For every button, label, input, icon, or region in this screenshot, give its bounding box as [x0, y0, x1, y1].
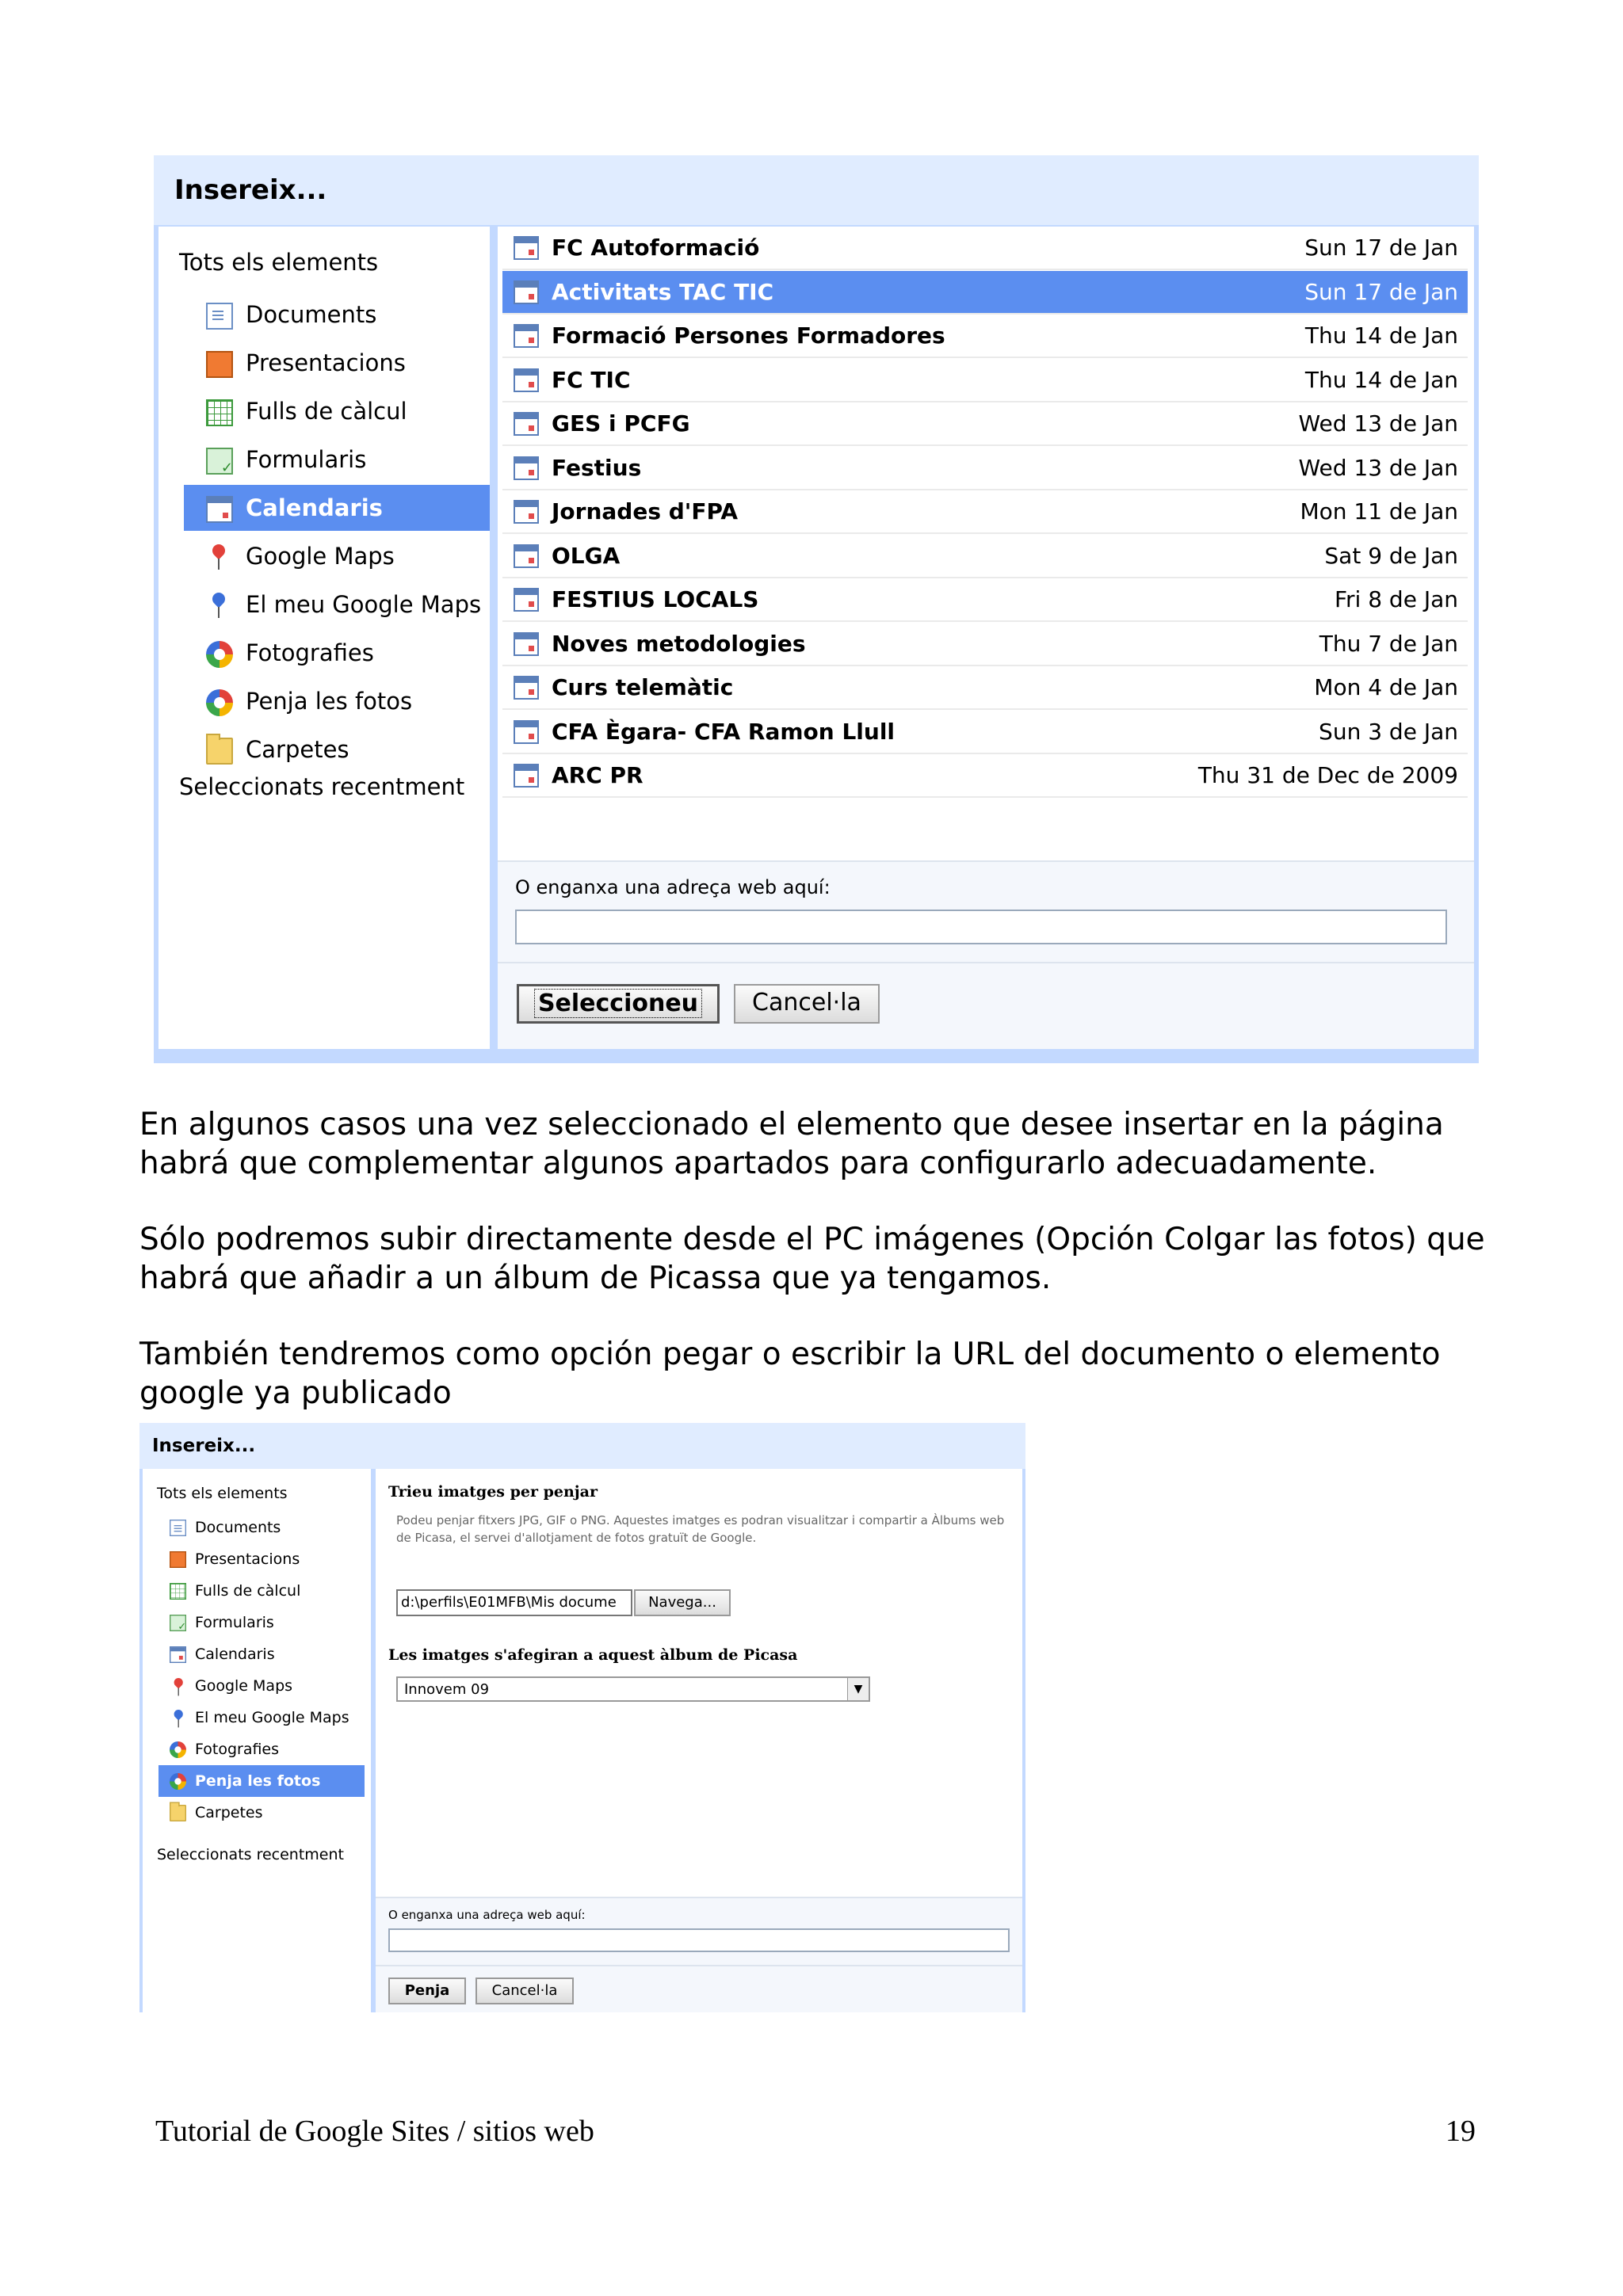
url-section: [376, 1897, 1022, 1965]
calendar-name: ARC PR: [552, 762, 643, 788]
sidebar-item-penja-les-fotos[interactable]: [184, 678, 490, 724]
calendar-name: FESTIUS LOCALS: [552, 586, 759, 612]
calendar-row[interactable]: [502, 359, 1468, 402]
sidebar-item-label: Google Maps: [195, 1677, 293, 1695]
presentation-icon: [206, 351, 233, 378]
spreadsheet-icon: [206, 399, 233, 426]
presentation-icon: [170, 1551, 186, 1568]
sidebar-item-label: El meu Google Maps: [246, 591, 482, 618]
calendar-row[interactable]: [502, 711, 1468, 754]
calendar-date: Thu 7 de Jan: [1319, 630, 1458, 657]
calendar-date: Mon 11 de Jan: [1300, 498, 1458, 524]
calendar-row[interactable]: [502, 447, 1468, 490]
sidebar-item-label: Penja les fotos: [246, 688, 413, 715]
album-title: Les imatges s'afegiran a aquest àlbum de Picasa: [388, 1646, 798, 1664]
sidebar-item-label: Presentacions: [246, 349, 406, 376]
sidebar-item-label: El meu Google Maps: [195, 1709, 349, 1726]
calendar-name: Festius: [552, 454, 642, 481]
calendar-row[interactable]: [502, 623, 1468, 666]
calendar-icon: [514, 456, 539, 480]
choose-images-title: Trieu imatges per penjar: [388, 1483, 598, 1501]
sidebar-item-google-maps[interactable]: [158, 1670, 365, 1702]
calendar-name: Jornades d'FPA: [552, 498, 739, 524]
category-sidebar: [158, 227, 490, 1049]
paragraph-configure: En algunos casos una vez seleccionado el elemento que desee insertar en la página habrá que complementar algunos apartados para configurarlo adecuadamente.: [139, 1107, 1444, 1181]
select-button-label: Seleccioneu: [534, 989, 702, 1018]
calendar-row[interactable]: [502, 402, 1468, 446]
file-path-input[interactable]: d:\perfils\E01MFB\Mis docume: [396, 1589, 632, 1616]
map-pin-icon: [170, 1678, 186, 1695]
sidebar-item-carpetes[interactable]: [158, 1797, 365, 1829]
calendar-icon: [514, 368, 539, 392]
cancel-button[interactable]: Cancel·la: [734, 984, 880, 1024]
sidebar-item-formularis[interactable]: [184, 437, 490, 482]
sidebar-item-label: Formularis: [246, 446, 367, 473]
calendar-date: Sat 9 de Jan: [1324, 542, 1458, 569]
sidebar-item-label: Penja les fotos: [195, 1772, 321, 1790]
sidebar-item-calendaris[interactable]: [184, 485, 490, 531]
calendar-date: Wed 13 de Jan: [1298, 454, 1458, 481]
calendar-date: Fri 8 de Jan: [1334, 586, 1458, 612]
calendar-date: Thu 31 de Dec de 2009: [1197, 762, 1458, 788]
insert-dialog-upload-photos: [139, 1423, 1025, 2012]
calendar-icon: [514, 632, 539, 656]
sidebar-item-label: Documents: [246, 301, 377, 328]
calendar-name: Noves metodologies: [552, 630, 806, 657]
sidebar-item-presentacions[interactable]: [184, 340, 490, 386]
browse-button[interactable]: Navega...: [634, 1589, 731, 1616]
calendar-name: FC Autoformació: [552, 235, 760, 261]
sidebar-item-fulls-de-calcul[interactable]: [158, 1575, 365, 1607]
sidebar-item-fotografies[interactable]: [158, 1733, 365, 1765]
calendar-icon: [514, 764, 539, 788]
calendar-name: Formació Persones Formadores: [552, 322, 945, 349]
sidebar-item-label: Fotografies: [195, 1741, 280, 1758]
paragraph-paste-url: También tendremos como opción pegar o escribir la URL del documento o elemento google ya publicado: [139, 1337, 1441, 1411]
chevron-down-icon[interactable]: ▼: [847, 1678, 869, 1700]
calendar-date: Wed 13 de Jan: [1298, 410, 1458, 437]
folder-icon: [170, 1805, 186, 1821]
button-bar: [498, 962, 1474, 1049]
calendar-row[interactable]: [502, 315, 1468, 358]
sidebar-item-label: Calendaris: [246, 494, 383, 521]
calendar-row[interactable]: [502, 666, 1468, 710]
sidebar-item-calendaris[interactable]: [158, 1638, 365, 1670]
sidebar-item-carpetes[interactable]: [184, 727, 490, 772]
calendar-icon: [514, 720, 539, 744]
calendar-icon: [514, 324, 539, 348]
calendar-name: GES i PCFG: [552, 410, 690, 437]
paragraph-upload-photos: Sólo podremos subir directamente desde el PC imágenes (Opción Colgar las fotos) que habrá que añadir a un álbum de Picassa que ya tengamos.: [139, 1222, 1485, 1296]
my-map-pin-icon: [206, 593, 233, 620]
dialog-title: Insereix...: [154, 155, 1479, 227]
calendar-icon: [206, 496, 233, 523]
picasa-icon: [170, 1741, 186, 1758]
album-select-value: Innovem 09: [404, 1681, 490, 1698]
sidebar-item-documents[interactable]: [158, 1512, 365, 1543]
sidebar-item-fulls-de-calcul[interactable]: [184, 388, 490, 434]
calendar-icon: [514, 588, 539, 612]
calendar-name: CFA Ègara- CFA Ramon Llull: [552, 718, 896, 745]
calendar-row[interactable]: [502, 535, 1468, 578]
calendar-date: Mon 4 de Jan: [1314, 674, 1458, 700]
calendar-row[interactable]: [502, 490, 1468, 534]
calendar-date: Thu 14 de Jan: [1304, 322, 1458, 349]
sidebar-item-google-maps[interactable]: [184, 533, 490, 579]
sidebar-item-label: Documents: [195, 1519, 281, 1536]
calendar-name: Curs telemàtic: [552, 674, 734, 700]
sidebar-item-label: Formularis: [195, 1614, 274, 1631]
calendar-row[interactable]: [502, 227, 1468, 270]
items-panel: [498, 227, 1474, 1049]
sidebar-item-penja-les-fotos[interactable]: [158, 1765, 365, 1797]
sidebar-item-label: Presentacions: [195, 1550, 300, 1568]
url-label: O enganxa una adreça web aquí:: [515, 876, 831, 898]
calendar-row[interactable]: [502, 754, 1468, 798]
sidebar-item-label: Fulls de càlcul: [246, 398, 407, 425]
nav-all-elements[interactable]: Tots els elements: [179, 249, 379, 276]
document-icon: [170, 1520, 186, 1536]
calendar-row[interactable]: [502, 271, 1468, 315]
calendar-name: OLGA: [552, 542, 621, 569]
url-input[interactable]: [388, 1928, 1010, 1952]
album-select[interactable]: [396, 1676, 870, 1702]
calendar-icon: [514, 544, 539, 568]
nav-all-elements[interactable]: Tots els elements: [157, 1485, 288, 1502]
sidebar-item-formularis[interactable]: [158, 1607, 365, 1638]
calendar-icon: [514, 280, 539, 304]
spreadsheet-icon: [170, 1583, 186, 1600]
dialog-title: Insereix...: [139, 1423, 1025, 1469]
upload-panel: [376, 1469, 1022, 2012]
sidebar-item-fotografies[interactable]: [184, 630, 490, 676]
calendar-date: Thu 14 de Jan: [1304, 366, 1458, 393]
calendar-date: Sun 17 de Jan: [1304, 278, 1458, 305]
form-icon: [170, 1615, 186, 1631]
sidebar-item-label: Carpetes: [246, 736, 349, 763]
upload-button[interactable]: Penja: [388, 1978, 466, 2004]
insert-dialog-calendars: [154, 155, 1479, 1063]
button-bar: [376, 1965, 1022, 2012]
picasa-icon: [206, 641, 233, 668]
sidebar-item-label: Google Maps: [246, 543, 395, 570]
calendar-row[interactable]: [502, 578, 1468, 622]
nav-recently-selected[interactable]: Seleccionats recentment: [179, 773, 465, 800]
calendar-name: FC TIC: [552, 366, 631, 393]
sidebar-item-documents[interactable]: [184, 292, 490, 338]
url-section: [498, 860, 1474, 962]
nav-recently-selected[interactable]: Seleccionats recentment: [157, 1846, 344, 1863]
sidebar-item-el-meu-google-maps[interactable]: [184, 582, 490, 627]
calendar-icon: [514, 500, 539, 524]
sidebar-item-label: Fulls de càlcul: [195, 1582, 301, 1600]
choose-images-note: Podeu penjar fitxers JPG, GIF o PNG. Aquestes imatges es podran visualitzar i compartir a Àlbums web de Picasa, el servei d'allotjament de fotos gratuït de Google.: [396, 1513, 1005, 1545]
document-icon: [206, 303, 233, 330]
picasa-upload-icon: [170, 1773, 186, 1790]
calendar-icon: [514, 676, 539, 700]
sidebar-item-el-meu-google-maps[interactable]: [158, 1702, 365, 1733]
calendar-icon: [514, 412, 539, 436]
footer-title: Tutorial de Google Sites / sitios web: [155, 2115, 594, 2148]
my-map-pin-icon: [170, 1710, 186, 1726]
form-icon: [206, 448, 233, 475]
calendar-icon: [514, 236, 539, 260]
page-number: 19: [1445, 2115, 1476, 2148]
sidebar-item-label: Fotografies: [246, 639, 374, 666]
calendar-name: Activitats TAC TIC: [552, 278, 774, 305]
sidebar-item-presentacions[interactable]: [158, 1543, 365, 1575]
map-pin-icon: [206, 544, 233, 571]
calendar-date: Sun 3 de Jan: [1319, 718, 1458, 745]
picasa-upload-icon: [206, 689, 233, 716]
sidebar-item-label: Calendaris: [195, 1646, 275, 1663]
folder-icon: [206, 738, 233, 765]
calendar-icon: [170, 1646, 186, 1663]
category-sidebar: [143, 1469, 371, 2012]
calendar-date: Sun 17 de Jan: [1304, 235, 1458, 261]
select-button[interactable]: [517, 984, 720, 1024]
cancel-button[interactable]: Cancel·la: [475, 1978, 574, 2004]
sidebar-item-label: Carpetes: [195, 1804, 263, 1821]
url-label: O enganxa una adreça web aquí:: [388, 1908, 586, 1922]
url-input[interactable]: [515, 910, 1447, 944]
